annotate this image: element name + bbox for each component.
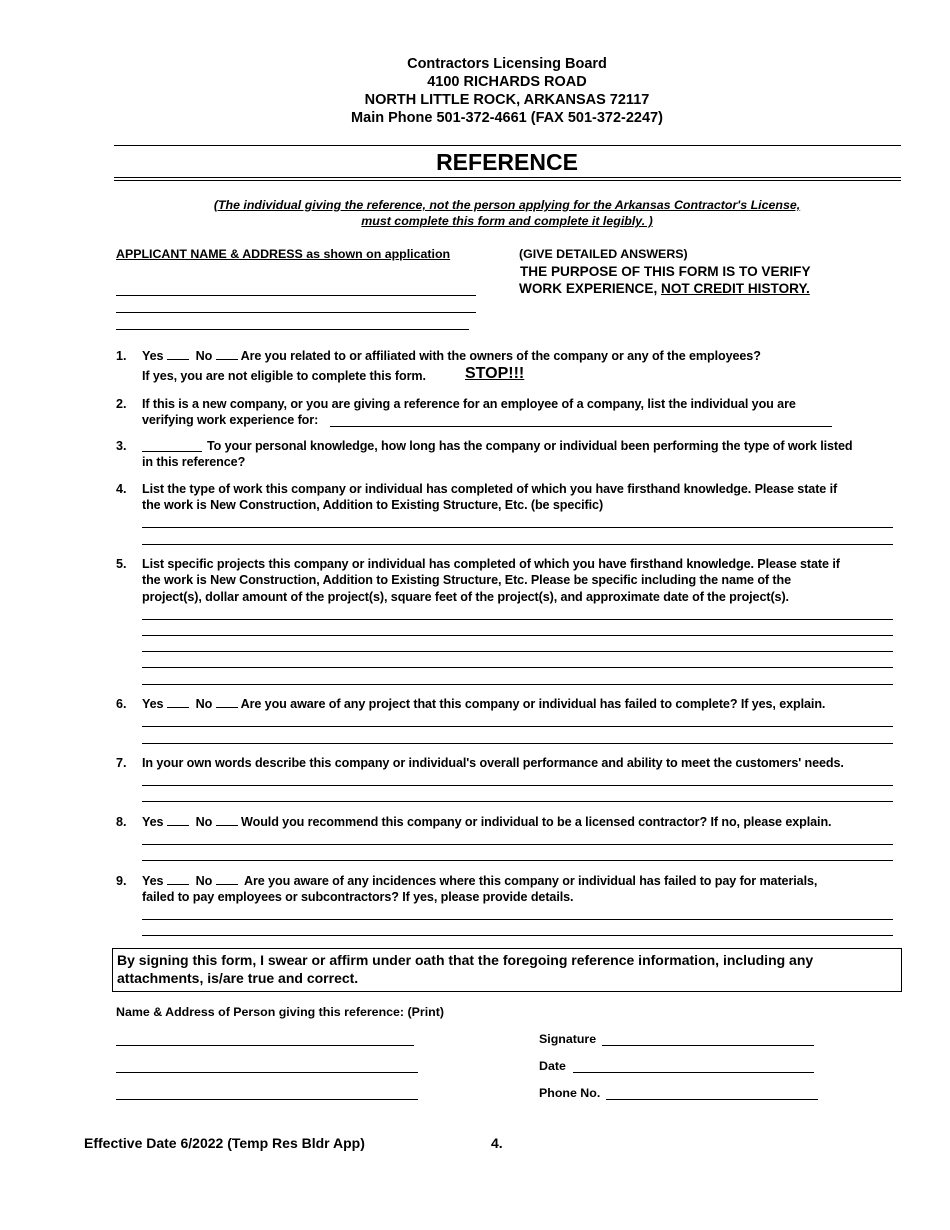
- page-number: 4.: [491, 1135, 503, 1151]
- q8-no-blank[interactable]: [216, 815, 238, 826]
- q6-answer-line-2[interactable]: [142, 743, 893, 744]
- q1-yes-label: Yes: [142, 349, 164, 363]
- q5-answer-line-2[interactable]: [142, 635, 893, 636]
- q2-number: 2.: [116, 397, 127, 411]
- applicant-line-1[interactable]: [116, 295, 476, 296]
- effective-date: Effective Date 6/2022 (Temp Res Bldr App): [84, 1135, 365, 1151]
- signature-label: Signature: [539, 1032, 597, 1046]
- q4-line-2: the work is New Construction, Addition to Existing Structure, Etc. (be specific): [142, 498, 604, 512]
- purpose-not-credit: NOT CREDIT HISTORY.: [661, 281, 810, 296]
- q7-answer-line-2[interactable]: [142, 801, 893, 802]
- oath-line-1: By signing this form, I swear or affirm under oath that the foregoing reference information, including any: [117, 952, 814, 968]
- title-bottom-rule-1: [114, 177, 901, 178]
- purpose-line-2: [519, 281, 810, 296]
- q8-no-label: No: [195, 815, 213, 829]
- board-street: 4100 RICHARDS ROAD: [427, 74, 587, 90]
- q5-answer-line-4[interactable]: [142, 667, 893, 668]
- q9-line-1: Are you aware of any incidences where this company or individual has failed to pay for materials,: [243, 874, 818, 888]
- q6-text: Are you aware of any project that this company or individual has failed to complete? If yes, explain.: [240, 697, 826, 711]
- q9-line-2: failed to pay employees or subcontractors? If yes, please provide details.: [142, 890, 574, 904]
- phone-line[interactable]: [606, 1099, 818, 1100]
- q8-yes-blank[interactable]: [167, 815, 189, 826]
- referee-line-2[interactable]: [116, 1072, 418, 1073]
- oath-line-2: attachments, is/are true and correct.: [117, 970, 359, 986]
- q1-no-blank[interactable]: [216, 349, 238, 360]
- q1-line-2: If yes, you are not eligible to complete this form.: [142, 369, 426, 383]
- q5-line-2: the work is New Construction, Addition to Existing Structure, Etc. Please be specific including the name of the: [142, 573, 792, 587]
- applicant-label: APPLICANT NAME & ADDRESS as shown on application: [116, 247, 451, 261]
- q9-no-blank[interactable]: [216, 874, 238, 885]
- oath-box: [112, 948, 902, 992]
- q3-line-2: in this reference?: [142, 455, 246, 469]
- phone-label: Phone No.: [539, 1086, 601, 1100]
- referee-line-1[interactable]: [116, 1045, 414, 1046]
- board-phone: Main Phone 501-372-4661 (FAX 501-372-2247): [351, 110, 663, 126]
- q6-row: [142, 697, 825, 711]
- q4-answer-line-2[interactable]: [142, 544, 893, 545]
- q1-yes-blank[interactable]: [167, 349, 189, 360]
- q2-line-1: If this is a new company, or you are giving a reference for an employee of a company, list the individual you are: [142, 397, 796, 411]
- q5-number: 5.: [116, 557, 127, 571]
- q6-yes-label: Yes: [142, 697, 164, 711]
- date-label: Date: [539, 1059, 566, 1073]
- q8-text: Would you recommend this company or individual to be a licensed contractor? If no, please explain.: [241, 815, 832, 829]
- q5-line-1: List specific projects this company or individual has completed of which you have firsthand knowledge. Please state if: [142, 557, 840, 571]
- board-city: NORTH LITTLE ROCK, ARKANSAS 72117: [364, 92, 650, 108]
- instruction-line-2: must complete this form and complete it legibly. ): [361, 214, 653, 228]
- board-name: Contractors Licensing Board: [407, 56, 607, 72]
- purpose-line-1: THE PURPOSE OF THIS FORM IS TO VERIFY: [520, 264, 811, 279]
- q6-no-blank[interactable]: [216, 697, 238, 708]
- q5-answer-line-5[interactable]: [142, 684, 893, 685]
- instruction-line-1: (The individual giving the reference, not the person applying for the Arkansas Contractor's License,: [213, 198, 801, 212]
- referee-line-3[interactable]: [116, 1099, 418, 1100]
- q7-text: In your own words describe this company or individual's overall performance and ability to meet the customers' needs.: [142, 756, 844, 770]
- title-bottom-rule-2: [114, 180, 901, 181]
- page-title: REFERENCE: [436, 149, 578, 175]
- q9-no-label: No: [195, 874, 213, 888]
- q9-yes-blank[interactable]: [167, 874, 189, 885]
- q1-row: [142, 349, 761, 363]
- q9-answer-line-2[interactable]: [142, 935, 893, 936]
- q1-no-label: No: [195, 349, 213, 363]
- q8-answer-line-1[interactable]: [142, 844, 893, 845]
- q1-number: 1.: [116, 349, 127, 363]
- q9-number: 9.: [116, 874, 127, 888]
- applicant-line-3[interactable]: [116, 329, 469, 330]
- q4-line-1: List the type of work this company or individual has completed of which you have firsthand knowledge. Please state if: [142, 482, 838, 496]
- applicant-line-2[interactable]: [116, 312, 476, 313]
- q1-text: Are you related to or affiliated with the owners of the company or any of the employees?: [240, 349, 761, 363]
- q6-answer-line-1[interactable]: [142, 726, 893, 727]
- q6-number: 6.: [116, 697, 127, 711]
- referee-label: Name & Address of Person giving this reference: (Print): [116, 1005, 444, 1019]
- q5-answer-line-1[interactable]: [142, 619, 893, 620]
- title-top-rule: [114, 145, 901, 146]
- q9-row: [142, 874, 817, 888]
- q7-answer-line-1[interactable]: [142, 785, 893, 786]
- q6-no-label: No: [195, 697, 213, 711]
- purpose-work-experience: WORK EXPERIENCE,: [519, 281, 661, 296]
- q8-answer-line-2[interactable]: [142, 860, 893, 861]
- q5-answer-line-3[interactable]: [142, 651, 893, 652]
- q8-yes-label: Yes: [142, 815, 164, 829]
- signature-line[interactable]: [602, 1045, 814, 1046]
- q4-number: 4.: [116, 482, 127, 496]
- q9-yes-label: Yes: [142, 874, 164, 888]
- q2-line-2: verifying work experience for:: [142, 413, 319, 427]
- q6-yes-blank[interactable]: [167, 697, 189, 708]
- q2-answer-line[interactable]: [330, 426, 832, 427]
- date-line[interactable]: [573, 1072, 814, 1073]
- q1-stop: STOP!!!: [465, 365, 525, 382]
- q9-answer-line-1[interactable]: [142, 919, 893, 920]
- q7-number: 7.: [116, 756, 127, 770]
- q8-number: 8.: [116, 815, 127, 829]
- q5-line-3: project(s), dollar amount of the project(s), square feet of the project(s), and approximate date of the project(s).: [142, 590, 789, 604]
- q8-row: [142, 815, 831, 829]
- q4-answer-line-1[interactable]: [142, 527, 893, 528]
- detailed-answers-note: (GIVE DETAILED ANSWERS): [519, 247, 688, 261]
- q3-number: 3.: [116, 439, 127, 453]
- q3-line-1: To your personal knowledge, how long has the company or individual been performing the type of work listed: [207, 439, 853, 453]
- q3-answer-blank[interactable]: [142, 451, 202, 452]
